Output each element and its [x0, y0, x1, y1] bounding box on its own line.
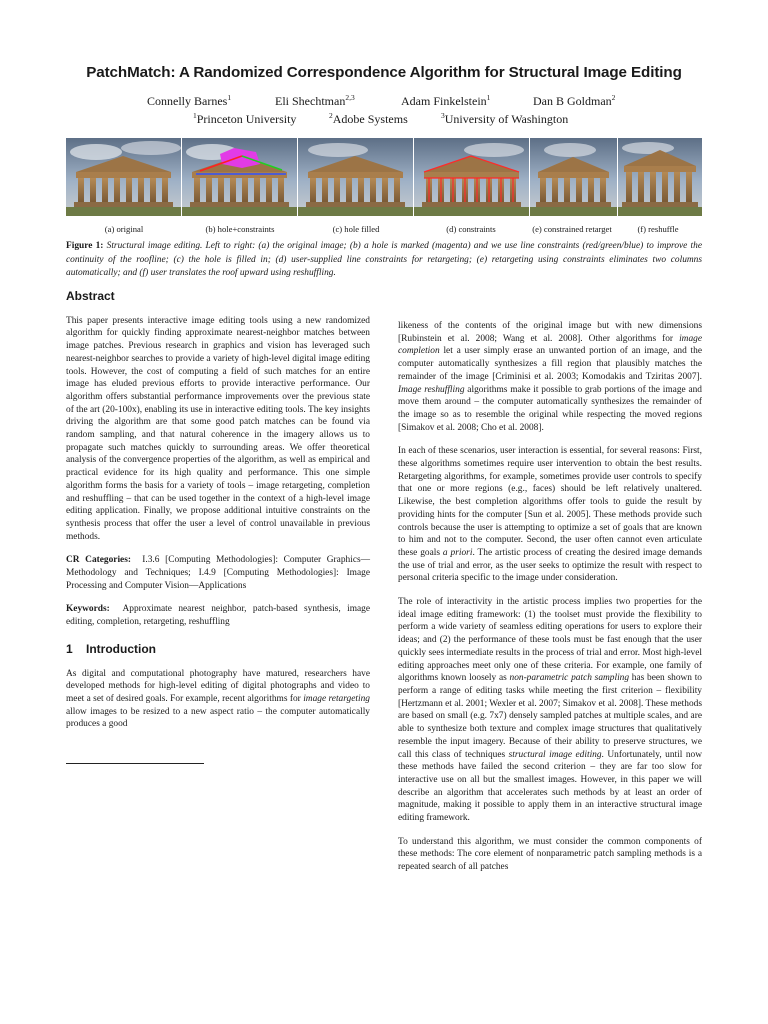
author-name: Dan B Goldman	[533, 94, 612, 108]
text-run: has been shown to perform a range of editing tasks while meeting the first criterion – flexibility [Hertzmann et al. 2001; Wexler et al. 2007; Simakov et al. 2008]. These methods are based on small (e.g. 7x7) densely sampled patches at multiple scales, and are able to synthesize both texture and complex image structures that qualitatively resemble the input imagery. Because of their ability to preserve structures, we call this class of techniques	[398, 673, 702, 760]
subcaption-c: (c) hole filled	[332, 224, 380, 234]
figure-caption-text: Structural image editing. Left to right: (a) the original image; (b) a hole is marked (magenta) and we use line constraints (red/green/blue) to improve the continuity of the roofline; (c) the hole is filled in; (d) user-supplied line constraints for retargeting; (e) retargeting using constraints eliminates two columns automatically; and (f) user translates the roof upward using reshuffling.	[66, 241, 702, 279]
author-sup: 2,3	[345, 93, 355, 102]
panel-hole-filled-image	[298, 138, 413, 216]
affiliation-sup: 3	[441, 111, 445, 120]
teaser-figure	[66, 138, 702, 216]
text-run: let a user simply erase an unwanted portion of an image, and the computer automatically synthesizes a fill region that plausibly matches the remainder of the image [Criminisi et al. 2003; Komodakis and Tziritas 2007].	[398, 346, 702, 382]
subcaption-b: (b) hole+constraints	[205, 224, 275, 234]
author-1	[147, 93, 231, 109]
keywords-text: Approximate nearest neighbor, patch-based synthesis, image editing, completion, retargeting, reshuffling	[66, 604, 371, 628]
subcaption-e: (e) constrained retarget	[532, 224, 612, 234]
keywords	[66, 603, 370, 628]
text-run: In each of these scenarios, user interaction is essential, for several reasons: First, these algorithms sometimes require user intervention to obtain the best results. Retargeting algorithms, for example, sometimes provide user controls to specify that one or more regions (e.g., faces) should be left relatively unaltered. Likewise, the best completion algorithms offer tools to guide the result by providing hints for the computer [Sun et al. 2005]. These methods provide such controls because the user is attempting to optimize a set of goals that are known to him and not to the computer. Second, the user often cannot even articulate these goals	[398, 446, 702, 558]
right-column	[398, 320, 702, 885]
panel-hole-constraints-image	[182, 138, 297, 216]
affiliation-3	[441, 111, 568, 127]
intro-text-b: allow images to be resized to a new aspect ratio – the computer automatically produces a good	[66, 706, 370, 730]
affiliation-2	[329, 111, 408, 127]
right-paragraph-3	[398, 596, 702, 825]
emphasis-run: structural image editing	[508, 749, 602, 760]
text-run: . The artistic process of creating the desired image demands the use of trial and error, as the user seeks to optimize the result with respect to personal criteria specific to the image under consideration.	[398, 547, 702, 584]
text-run: likeness of the contents of the original image but with new dimensions [Rubinstein et al. 2008; Wang et al. 2008]. Other algorithms for	[398, 321, 702, 344]
right-paragraph-1	[398, 320, 702, 434]
text-run: . Unfortunately, until now these methods have failed the second criterion – they are far too slow for interactive use on all but the smallest images. However, in this paper we will describe an algorithm that accelerates such methods by at least an order of magnitude, making it possible to apply them in an interactive structural image editing framework.	[398, 749, 703, 824]
footnote-rule	[66, 763, 204, 764]
author-sup: 1	[486, 93, 491, 102]
cr-categories	[66, 554, 370, 592]
author-name: Eli Shechtman	[275, 94, 346, 108]
author-name: Connelly Barnes	[147, 94, 228, 108]
text-run: algorithms make it possible to grab portions of the image and move them around – the computer automatically synthesizes the remainder of the image so as to resemble the original while respecting the moved regions [Simakov et al. 2008; Cho et al. 2008].	[398, 384, 702, 433]
affiliation-sup: 2	[329, 111, 333, 120]
emphasis-run: image completion	[398, 333, 702, 357]
emphasis-run: Image reshuffling	[398, 384, 465, 395]
figure-caption-label: Figure 1:	[66, 241, 104, 251]
author-3	[401, 93, 490, 109]
affiliation-name: Adobe Systems	[332, 112, 408, 126]
abstract-heading: Abstract	[66, 289, 115, 303]
author-name: Adam Finkelstein	[401, 94, 487, 108]
figure-caption	[66, 240, 702, 281]
author-4	[533, 93, 615, 109]
emphasis-run: a priori	[442, 547, 473, 558]
cr-categories-label: CR Categories:	[66, 555, 131, 566]
left-column	[66, 290, 370, 742]
author-sup: 2	[611, 93, 616, 102]
subcaption-a: (a) original	[104, 224, 144, 234]
author-sup: 1	[227, 93, 232, 102]
affiliation-name: Princeton University	[196, 112, 297, 126]
abstract-text: This paper presents interactive image editing tools using a new randomized algorithm for quickly finding approximate nearest-neighbor matches between image patches. Previous research in graphics and vision has leveraged such nearest-neighbor searches to provide a variety of high-level digital image editing tools. However, the cost of computing a field of such matches for an entire image has eluded previous efforts to provide interactive performance. Our algorithm offers substantial performance improvements over the previous state of the art (20-100x), enabling its use in interactive editing tools. The key insights driving the algorithm are that some good patch matches can be found via random sampling, and that natural coherence in the imagery allows us to propagate such matches quickly to surrounding areas. We offer theoretical analysis of the convergence properties of the algorithm, as well as empirical and practical evidence for its high quality and performance. This one simple algorithm forms the basis for a variety of tools – image retargeting, completion and reshuffling – that can be used together in the context of a high-level image editing application. Finally, we propose additional intuitive constraints on the synthesis process that offer the user a level of control unavailable in previous methods.	[66, 315, 370, 542]
right-paragraph-2	[398, 445, 702, 585]
paper-title: PatchMatch: A Randomized Correspondence Algorithm for Structural Image Editing	[86, 64, 682, 81]
panel-constraints-image	[414, 138, 529, 216]
section-title: Introduction	[86, 641, 156, 656]
intro-paragraph-1	[66, 668, 370, 732]
panel-constrained-retarget-image	[530, 138, 617, 216]
section-number: 1	[66, 641, 73, 656]
intro-emphasis: image retargeting	[303, 693, 370, 704]
emphasis-run: non-parametric patch sampling	[509, 673, 630, 684]
affiliation-name: University of Washington	[444, 112, 569, 126]
text-run: The role of interactivity in the artistic process implies two properties for the ideal image editing framework: (1) the toolset must provide the flexibility to perform a wide variety of seamless editing operations for users to explore their ideas; and (2) the performance of these tools must be fast enough that the user quickly sees intermediate results in the process of trial and error. Most high-level editing approaches meet only one of these criteria. For example, one family of algorithms known loosely as	[398, 597, 702, 684]
right-paragraph-4: To understand this algorithm, we must consider the common components of these methods: The core element of nonparametric patch sampling methods is a repeated search of all patches	[398, 836, 702, 873]
affiliation-sup: 1	[193, 111, 197, 120]
subcaption-f: (f) reshuffle	[637, 224, 679, 234]
keywords-label: Keywords:	[66, 604, 110, 615]
cr-categories-text: I.3.6 [Computing Methodologies]: Computer Graphics—Methodology and Techniques; I.4.9 [Computing Methodologies]: Image Processing and Computer Vision—Applications	[66, 555, 371, 591]
panel-reshuffle-image	[618, 138, 702, 216]
subcaption-d: (d) constraints	[446, 224, 496, 234]
affiliation-1	[193, 111, 296, 127]
author-2	[275, 93, 355, 109]
section-heading-introduction	[66, 643, 370, 656]
panel-original-image	[66, 138, 181, 216]
intro-text-a: As digital and computational photography have matured, researchers have developed methods for high-level editing of digital photographs and video to meet a set of desired goals. For example, recent algorithms for	[66, 668, 370, 704]
